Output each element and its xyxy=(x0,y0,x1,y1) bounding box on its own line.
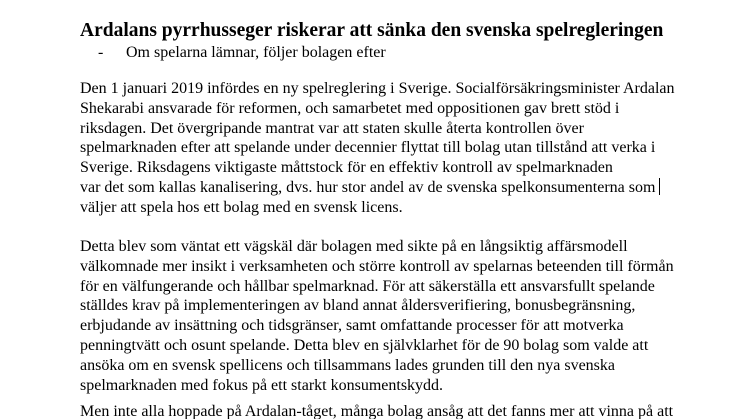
paragraph-line-with-cursor xyxy=(80,178,720,198)
paragraph-line: Sverige. Riksdagens viktigaste måttstock för en effektiv kontroll av spelmarknaden xyxy=(80,159,613,177)
text-cursor xyxy=(659,178,660,195)
paragraph-line: ställdes krav på implementeringen av bland annat åldersverifiering, bonusbegränsning, xyxy=(80,297,636,315)
paragraph-line: spelmarknaden efter att spelande under decennier flyttat till bolag utan tillstånd att verka i xyxy=(80,139,656,157)
bullet-dash: - xyxy=(98,44,104,61)
paragraph-line: spelmarknaden med fokus på ett starkt konsumentskydd. xyxy=(80,376,444,394)
paragraph-line: Shekarabi ansvarade för reformen, och samarbetet med oppositionen gav brett stöd i xyxy=(80,99,620,117)
paragraph-line: välkomnade mer insikt i verksamheten och större kontroll av spelarnas beteenden till förmån xyxy=(80,257,674,275)
subtitle-row xyxy=(98,43,386,63)
paragraph-line: ansöka om en svensk spellicens och tillsammans lades grunden till den nya svenska xyxy=(80,356,615,374)
paragraph-line-text: var det som kallas kanalisering, dvs. hur stor andel av de svenska spelkonsumenterna som xyxy=(80,178,656,196)
paragraph-line: Den 1 januari 2019 infördes en ny spelreglering i Sverige. Socialförsäkringsminister Ardalan xyxy=(80,80,675,97)
paragraph-line: erbjudande av insättning och tidsgränser, samt omfattande processer för att motverka xyxy=(80,317,624,335)
document-title: Ardalans pyrrhusseger riskerar att sänka den svenska spelregleringen xyxy=(80,20,664,41)
paragraph-line: Detta blev som väntat ett vägskäl där bolagen med sikte på en långsiktig affärsmodell xyxy=(80,238,628,255)
paragraph-2 xyxy=(80,237,720,395)
paragraph-line: Men inte alla hoppade på Ardalan-tåget, många bolag ansåg att det fanns mer att vinna på att xyxy=(80,403,674,419)
paragraph-line: riksdagen. Det övergripande mantrat var att staten skulle återta kontrollen över xyxy=(80,119,584,137)
paragraph-line: väljer att spela hos ett bolag med en svensk licens. xyxy=(80,198,403,216)
document-subtitle: Om spelarna lämnar, följer bolagen efter xyxy=(126,44,386,61)
paragraph-line: för en välfungerande och hållbar spelmarknad. För att säkerställa ett ansvarsfullt spelande xyxy=(80,277,655,295)
paragraph-3 xyxy=(80,402,720,419)
paragraph-line: penningtvätt och osunt spelande. Detta blev en självklarhet för de 90 bolag som valde att xyxy=(80,336,649,354)
paragraph-1 xyxy=(80,79,720,218)
